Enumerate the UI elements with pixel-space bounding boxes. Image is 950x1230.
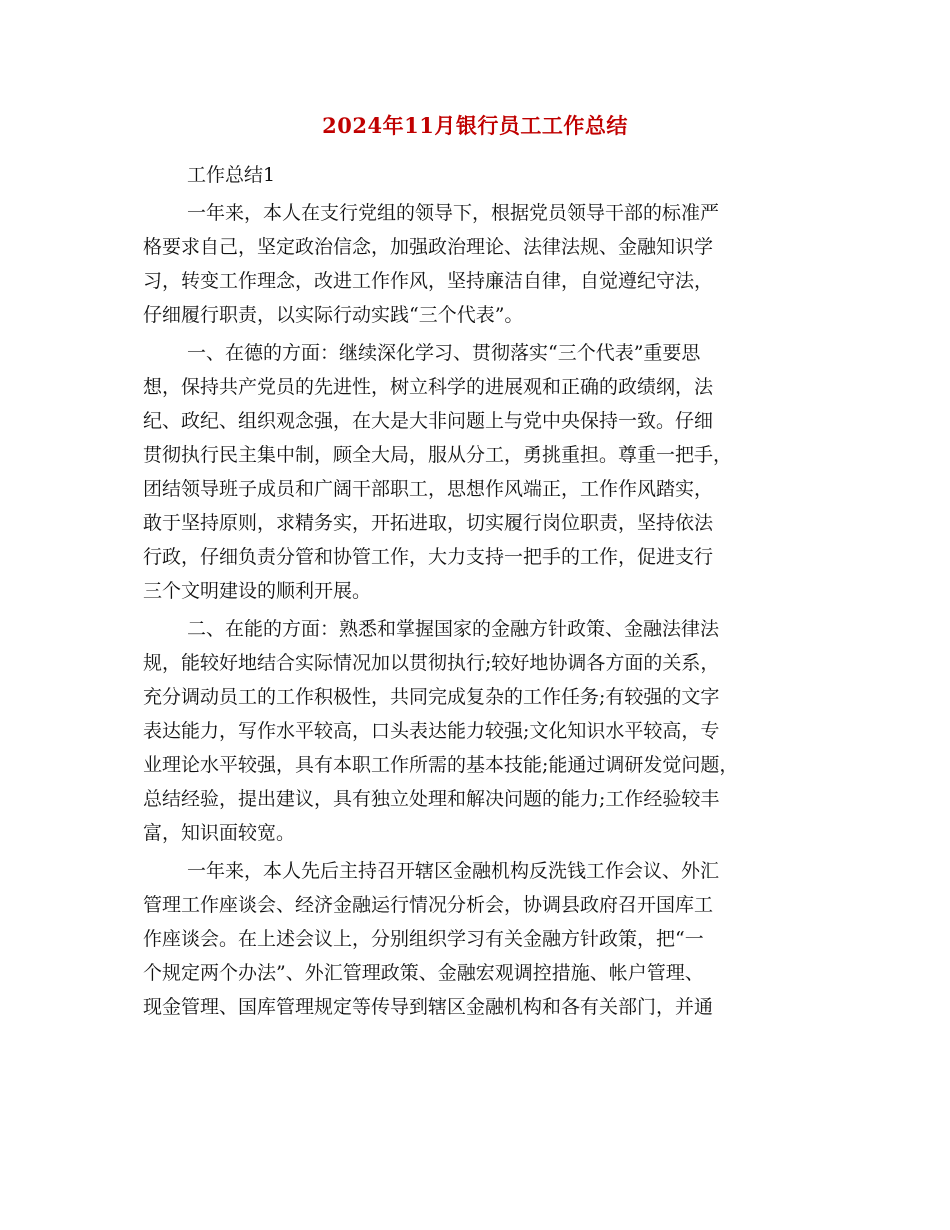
paragraph-line: 团结领导班子成员和广阔干部职工，思想作风端正，工作作风踏实， <box>143 478 714 500</box>
paragraph-line: 现金管理、国库管理规定等传导到辖区金融机构和各有关部门，并通 <box>143 996 714 1018</box>
paragraph-first-line: 一年来，本人在支行党组的领导下，根据党员领导干部的标准严 <box>187 202 720 224</box>
paragraph-line: 作座谈会。在上述会议上，分别组织学习有关金融方针政策，把“一 <box>143 928 704 950</box>
paragraph-line: 总结经验，提出建议，具有独立处理和解决问题的能力;工作经验较丰 <box>143 788 720 810</box>
paragraph-line: 充分调动员工的工作积极性，共同完成复杂的工作任务;有较强的文字 <box>143 686 720 708</box>
paragraph-line: 三个文明建设的顺利开展。 <box>143 580 372 602</box>
paragraph-line: 纪、政纪、组织观念强，在大是大非问题上与党中央保持一致。仔细 <box>143 410 714 432</box>
paragraph-line: 个规定两个办法”、外汇管理政策、金融宏观调控措施、帐户管理、 <box>143 962 704 984</box>
paragraph-line: 管理工作座谈会、经济金融运行情况分析会，协调县政府召开国库工 <box>143 894 714 916</box>
paragraph-line: 想，保持共产党员的先进性，树立科学的进展观和正确的政绩纲，法 <box>143 376 714 398</box>
paragraph-line: 富，知识面较宽。 <box>143 822 296 844</box>
paragraph-line: 规，能较好地结合实际情况加以贯彻执行;较好地协调各方面的关系， <box>143 652 720 674</box>
paragraph-line: 习，转变工作理念，改进工作作风，坚持廉洁自律，自觉遵纪守法， <box>143 270 714 292</box>
paragraph-line: 敢于坚持原则，求精务实，开拓进取，切实履行岗位职责，坚持依法 <box>143 512 714 534</box>
paragraph-line: 表达能力，写作水平较高，口头表达能力较强;文化知识水平较高，专 <box>143 720 720 742</box>
document-body <box>143 158 803 1024</box>
document-title: 2024年11月银行员工工作总结 <box>322 113 628 138</box>
paragraph-line: 业理论水平较强，具有本职工作所需的基本技能;能通过调研发觉问题， <box>143 754 739 776</box>
paragraph-line: 格要求自己，坚定政治信念，加强政治理论、法律法规、金融知识学 <box>143 236 714 258</box>
paragraph-line: 行政，仔细负责分管和协管工作，大力支持一把手的工作，促进支行 <box>143 546 714 568</box>
paragraph-first-line: 一、在德的方面：继续深化学习、贯彻落实“三个代表”重要思 <box>187 342 701 364</box>
paragraph-first-line: 一年来，本人先后主持召开辖区金融机构反洗钱工作会议、外汇 <box>187 860 720 882</box>
paragraph-line: 仔细履行职责，以实际行动实践“三个代表”。 <box>143 304 524 326</box>
paragraph-first-line: 工作总结1 <box>187 164 276 186</box>
paragraph-line: 贯彻执行民主集中制，顾全大局，服从分工，勇挑重担。尊重一把手， <box>143 444 733 466</box>
paragraph-first-line: 二、在能的方面：熟悉和掌握国家的金融方针政策、金融法律法 <box>187 618 720 640</box>
